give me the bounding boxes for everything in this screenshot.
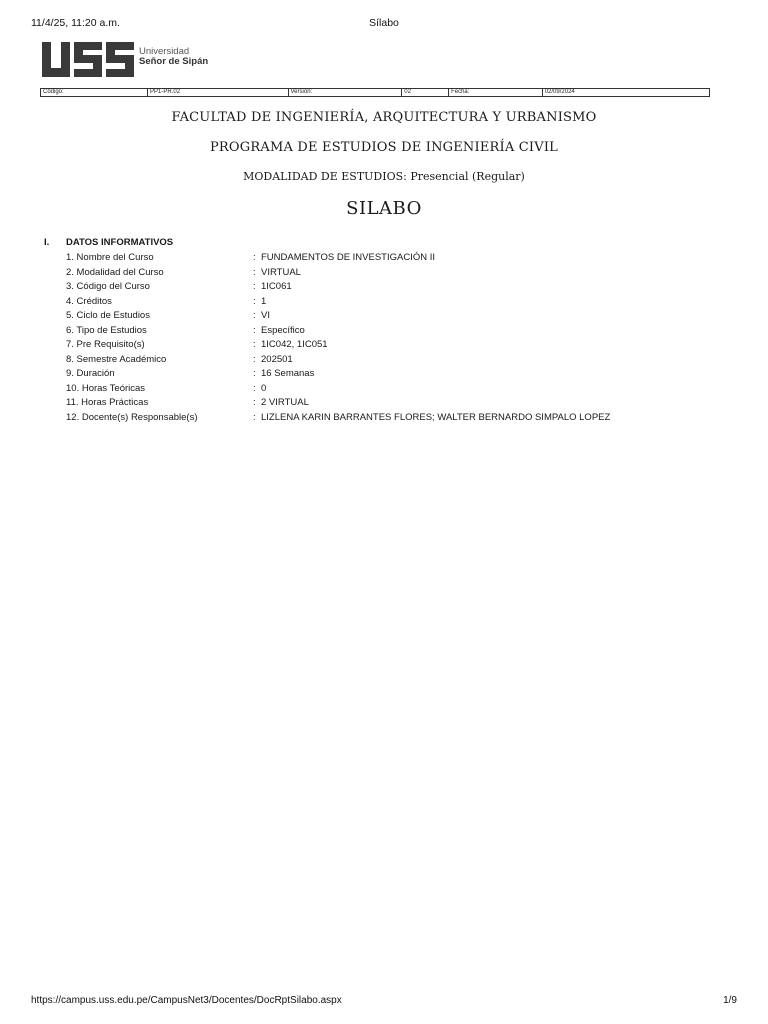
logo-text [139, 47, 208, 67]
info-row [44, 309, 728, 324]
section-title: DATOS INFORMATIVOS [66, 237, 174, 248]
info-separator: : [253, 266, 256, 278]
program-heading: PROGRAMA DE ESTUDIOS DE INGENIERÍA CIVIL [209, 140, 559, 155]
info-value: 1IC061 [261, 281, 292, 292]
info-row [44, 280, 728, 295]
info-label: 11. Horas Prácticas [66, 397, 149, 408]
info-value: VI [261, 310, 270, 321]
info-value: FUNDAMENTOS DE INVESTIGACIÓN II [261, 252, 436, 263]
modality-heading: MODALIDAD DE ESTUDIOS: Presencial (Regular) [243, 170, 525, 183]
info-separator: : [253, 310, 256, 321]
info-label: 12. Docente(s) Responsable(s) [66, 411, 198, 423]
info-value: 16 Semanas [261, 368, 315, 379]
section-number: I. [44, 237, 50, 248]
info-row [44, 324, 728, 339]
info-value: VIRTUAL [261, 266, 301, 278]
info-label: 2. Modalidad del Curso [66, 266, 164, 278]
print-page-title: Sílabo [369, 17, 399, 29]
uss-logo [42, 42, 208, 78]
info-row [44, 382, 728, 397]
info-separator: : [253, 382, 256, 394]
info-row [44, 251, 728, 266]
info-label: 7. Pre Requisito(s) [66, 339, 145, 350]
info-value: 1 [261, 295, 267, 307]
datos-informativos-section [44, 237, 728, 425]
print-url: https://campus.uss.edu.pe/CampusNet3/Docentes/DocRptSilabo.aspx [31, 995, 342, 1006]
print-header [31, 17, 737, 31]
version-value: 02 [402, 89, 449, 97]
info-label: 4. Créditos [66, 295, 112, 307]
version-label: Versión: [288, 89, 402, 97]
print-datetime: 11/4/25, 11:20 a.m. [31, 17, 120, 29]
document-control-table [40, 88, 710, 97]
document-title: SILABO [346, 198, 422, 219]
info-label: 8. Semestre Académico [66, 353, 167, 365]
info-row [44, 411, 728, 426]
faculty-heading: FACULTAD DE INGENIERÍA, ARQUITECTURA Y URBANISMO [171, 110, 597, 125]
info-label: 9. Duración [66, 368, 115, 379]
info-row [44, 266, 728, 281]
info-row [44, 353, 728, 368]
info-separator: : [253, 411, 256, 423]
info-value: Específico [261, 324, 305, 336]
info-row [44, 338, 728, 353]
info-separator: : [253, 353, 256, 365]
info-label: 5. Ciclo de Estudios [66, 310, 150, 321]
section-heading [44, 237, 728, 251]
info-separator: : [253, 397, 256, 408]
info-value: 0 [261, 382, 267, 394]
info-row [44, 367, 728, 382]
info-value: LIZLENA KARIN BARRANTES FLORES; WALTER BERNARDO SIMPALO LOPEZ [261, 411, 611, 423]
codigo-label: Código: [41, 89, 148, 97]
info-separator: : [253, 252, 256, 263]
info-row [44, 295, 728, 310]
info-separator: : [253, 324, 256, 336]
info-label: 10. Horas Teóricas [66, 382, 146, 394]
fecha-value: 02/09/2024 [542, 89, 709, 97]
uss-logo-mark [42, 42, 134, 78]
codigo-value: PP1-PR.02 [148, 89, 288, 97]
logo-line-university: Universidad [139, 46, 190, 57]
print-footer [31, 995, 737, 1009]
info-separator: : [253, 295, 256, 307]
info-separator: : [253, 281, 256, 292]
info-label: 1. Nombre del Curso [66, 252, 154, 263]
info-value: 1IC042, 1IC051 [261, 339, 328, 350]
info-separator: : [253, 339, 256, 350]
info-label: 3. Código del Curso [66, 281, 150, 292]
info-separator: : [253, 368, 256, 379]
info-value: 2 VIRTUAL [261, 397, 309, 408]
info-label: 6. Tipo de Estudios [66, 324, 147, 336]
fecha-label: Fecha: [449, 89, 543, 97]
page-number: 1/9 [723, 995, 737, 1006]
info-row [44, 396, 728, 411]
logo-line-name: Señor de Sipán [139, 56, 209, 67]
info-value: 202501 [261, 353, 293, 365]
